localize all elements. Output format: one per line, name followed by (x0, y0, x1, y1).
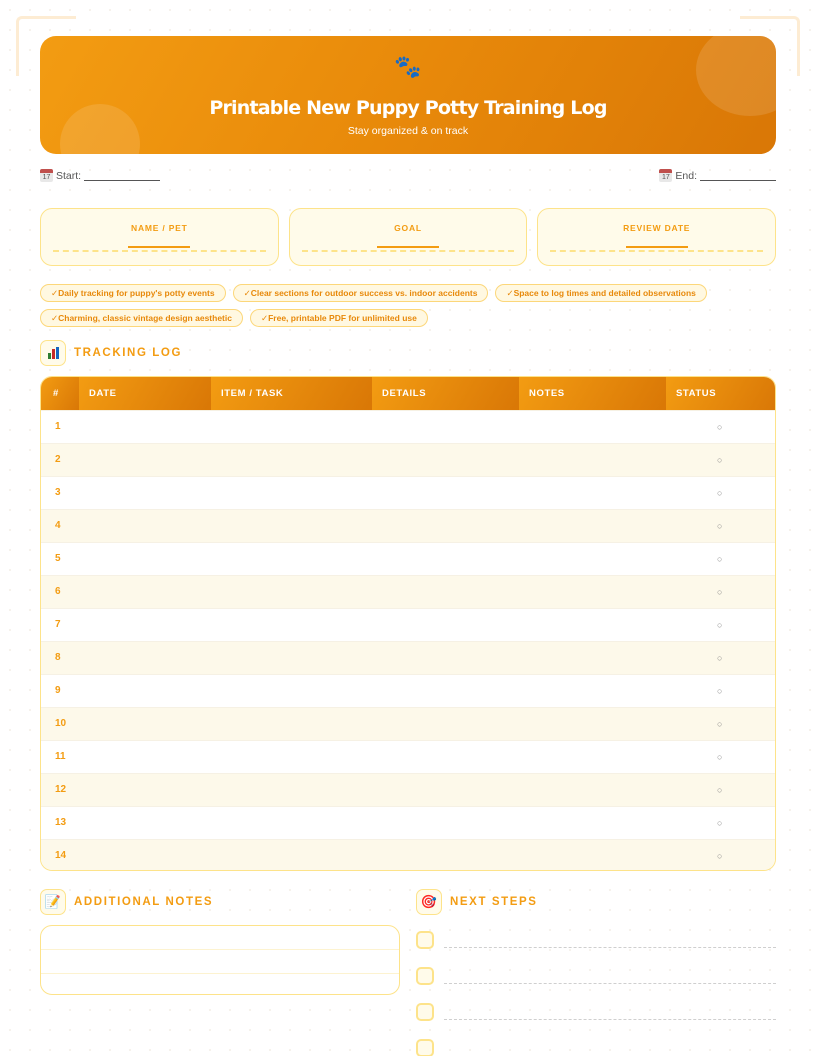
section-title: ADDITIONAL NOTES (74, 896, 214, 908)
section-title: NEXT STEPS (450, 896, 538, 908)
end-date-label: End: (675, 169, 697, 182)
row-number: 9 (41, 674, 79, 707)
item-task-cell[interactable] (211, 773, 372, 806)
additional-notes-header (40, 889, 213, 915)
step-checkbox[interactable] (416, 931, 434, 949)
notes-cell[interactable] (519, 641, 666, 674)
feature-pill: ✓Charming, classic vintage design aesthetic (40, 309, 243, 327)
notes-cell[interactable] (519, 740, 666, 773)
row-number: 5 (41, 542, 79, 575)
row-number: 8 (41, 641, 79, 674)
calendar-icon: 17 (40, 169, 53, 182)
notes-cell[interactable] (519, 476, 666, 509)
step-checkbox[interactable] (416, 967, 434, 985)
table-header-row (41, 377, 776, 410)
row-number: 1 (41, 410, 79, 443)
details-cell[interactable] (372, 740, 519, 773)
date-cell[interactable] (79, 641, 211, 674)
row-number: 13 (41, 806, 79, 839)
item-task-cell[interactable] (211, 674, 372, 707)
date-cell[interactable] (79, 575, 211, 608)
status-cell[interactable]: ○ (666, 740, 776, 773)
details-cell[interactable] (372, 443, 519, 476)
tracking-log-header (40, 340, 182, 366)
status-cell[interactable]: ○ (666, 707, 776, 740)
item-task-cell[interactable] (211, 707, 372, 740)
details-cell[interactable] (372, 410, 519, 443)
date-cell[interactable] (79, 707, 211, 740)
table-row (41, 410, 776, 443)
details-cell[interactable] (372, 542, 519, 575)
date-cell[interactable] (79, 542, 211, 575)
status-cell[interactable]: ○ (666, 575, 776, 608)
item-task-cell[interactable] (211, 410, 372, 443)
notes-cell[interactable] (519, 410, 666, 443)
table-row (41, 674, 776, 707)
notes-line (41, 974, 399, 995)
section-title: TRACKING LOG (74, 347, 182, 359)
date-cell[interactable] (79, 806, 211, 839)
date-cell[interactable] (79, 509, 211, 542)
row-number: 4 (41, 509, 79, 542)
column-header-notes: NOTES (519, 377, 666, 410)
row-number: 11 (41, 740, 79, 773)
row-number: 7 (41, 608, 79, 641)
paw-prints-icon: 🐾 (394, 54, 422, 79)
accent-underline (626, 246, 688, 248)
info-box-label: REVIEW DATE (623, 223, 691, 233)
row-number: 12 (41, 773, 79, 806)
status-cell[interactable]: ○ (666, 641, 776, 674)
date-cell[interactable] (79, 674, 211, 707)
table-row (41, 806, 776, 839)
status-cell[interactable]: ○ (666, 509, 776, 542)
row-number: 14 (41, 839, 79, 871)
next-steps-list (416, 930, 776, 1056)
step-checkbox[interactable] (416, 1039, 434, 1056)
table-row (41, 509, 776, 542)
table-row (41, 740, 776, 773)
goal-box[interactable] (289, 208, 528, 266)
date-cell[interactable] (79, 476, 211, 509)
details-cell[interactable] (372, 641, 519, 674)
item-task-cell[interactable] (211, 839, 372, 871)
details-cell[interactable] (372, 575, 519, 608)
notes-cell[interactable] (519, 806, 666, 839)
row-number: 6 (41, 575, 79, 608)
status-cell[interactable]: ○ (666, 476, 776, 509)
details-cell[interactable] (372, 608, 519, 641)
start-date-label: Start: (56, 169, 82, 182)
feature-pill: ✓Free, printable PDF for unlimited use (250, 309, 428, 327)
date-cell[interactable] (79, 740, 211, 773)
next-step-item (416, 1038, 776, 1056)
column-header-details: DETAILS (372, 377, 519, 410)
page-subtitle: Stay organized & on track (347, 125, 469, 137)
next-step-item (416, 1002, 776, 1038)
table-row (41, 773, 776, 806)
name-pet-box[interactable] (40, 208, 279, 266)
write-line (53, 250, 266, 252)
column-header-item-task: ITEM / TASK (211, 377, 372, 410)
details-cell[interactable] (372, 806, 519, 839)
column-header-date: DATE (79, 377, 211, 410)
details-cell[interactable] (372, 509, 519, 542)
notes-cell[interactable] (519, 443, 666, 476)
info-box-label: GOAL (394, 223, 422, 233)
info-box-label: NAME / PET (131, 223, 188, 233)
write-line (550, 250, 763, 252)
notes-cell[interactable] (519, 608, 666, 641)
item-task-cell[interactable] (211, 575, 372, 608)
feature-pills (40, 284, 776, 327)
next-steps-header (416, 889, 538, 915)
table-row (41, 641, 776, 674)
row-number: 2 (41, 443, 79, 476)
details-cell[interactable] (372, 839, 519, 871)
notes-cell[interactable] (519, 575, 666, 608)
item-task-cell[interactable] (211, 641, 372, 674)
accent-underline (128, 246, 190, 248)
details-cell[interactable] (372, 476, 519, 509)
notes-cell[interactable] (519, 839, 666, 871)
notes-cell[interactable] (519, 707, 666, 740)
feature-pill: ✓Daily tracking for puppy's potty events (40, 284, 226, 302)
row-number: 10 (41, 707, 79, 740)
notes-cell[interactable] (519, 542, 666, 575)
column-header-number: # (41, 377, 79, 410)
header-banner (40, 36, 776, 154)
calendar-icon: 17 (659, 169, 672, 182)
notes-line (41, 950, 399, 974)
row-number: 3 (41, 476, 79, 509)
date-cell[interactable] (79, 608, 211, 641)
step-write-line[interactable] (444, 1019, 776, 1020)
item-task-cell[interactable] (211, 509, 372, 542)
notes-line (41, 926, 399, 950)
status-cell[interactable]: ○ (666, 773, 776, 806)
details-cell[interactable] (372, 674, 519, 707)
table-row (41, 542, 776, 575)
status-cell[interactable]: ○ (666, 410, 776, 443)
next-step-item (416, 966, 776, 1002)
step-write-line[interactable] (444, 947, 776, 948)
column-header-status: STATUS (666, 377, 776, 410)
item-task-cell[interactable] (211, 608, 372, 641)
bar-chart-icon (40, 340, 66, 366)
table-row (41, 839, 776, 871)
table-row (41, 443, 776, 476)
item-task-cell[interactable] (211, 476, 372, 509)
date-range (40, 169, 776, 185)
notes-cell[interactable] (519, 773, 666, 806)
feature-pill: ✓Space to log times and detailed observations (495, 284, 706, 302)
feature-pill: ✓Clear sections for outdoor success vs. indoor accidents (233, 284, 489, 302)
details-cell[interactable] (372, 707, 519, 740)
status-cell[interactable]: ○ (666, 674, 776, 707)
end-date (659, 169, 776, 182)
date-cell[interactable] (79, 773, 211, 806)
notes-cell[interactable] (519, 509, 666, 542)
tracking-table (40, 376, 776, 871)
write-line (302, 250, 515, 252)
status-cell[interactable]: ○ (666, 443, 776, 476)
table-row (41, 608, 776, 641)
notes-cell[interactable] (519, 674, 666, 707)
item-task-cell[interactable] (211, 542, 372, 575)
target-icon: 🎯 (416, 889, 442, 915)
start-date-field[interactable] (84, 171, 160, 181)
start-date (40, 169, 160, 182)
item-task-cell[interactable] (211, 443, 372, 476)
table-row (41, 575, 776, 608)
info-boxes (40, 208, 776, 266)
status-cell[interactable]: ○ (666, 839, 776, 871)
additional-notes-area[interactable] (40, 925, 400, 995)
item-task-cell[interactable] (211, 806, 372, 839)
table-row (41, 707, 776, 740)
next-step-item (416, 930, 776, 966)
step-write-line[interactable] (444, 983, 776, 984)
date-cell[interactable] (79, 410, 211, 443)
status-cell[interactable]: ○ (666, 608, 776, 641)
date-cell[interactable] (79, 839, 211, 871)
end-date-field[interactable] (700, 171, 776, 181)
status-cell[interactable]: ○ (666, 806, 776, 839)
step-checkbox[interactable] (416, 1003, 434, 1021)
table-row (41, 476, 776, 509)
status-cell[interactable]: ○ (666, 542, 776, 575)
details-cell[interactable] (372, 773, 519, 806)
memo-icon: 📝 (40, 889, 66, 915)
item-task-cell[interactable] (211, 740, 372, 773)
page-title: Printable New Puppy Potty Training Log (209, 97, 607, 119)
accent-underline (377, 246, 439, 248)
review-date-box[interactable] (537, 208, 776, 266)
date-cell[interactable] (79, 443, 211, 476)
